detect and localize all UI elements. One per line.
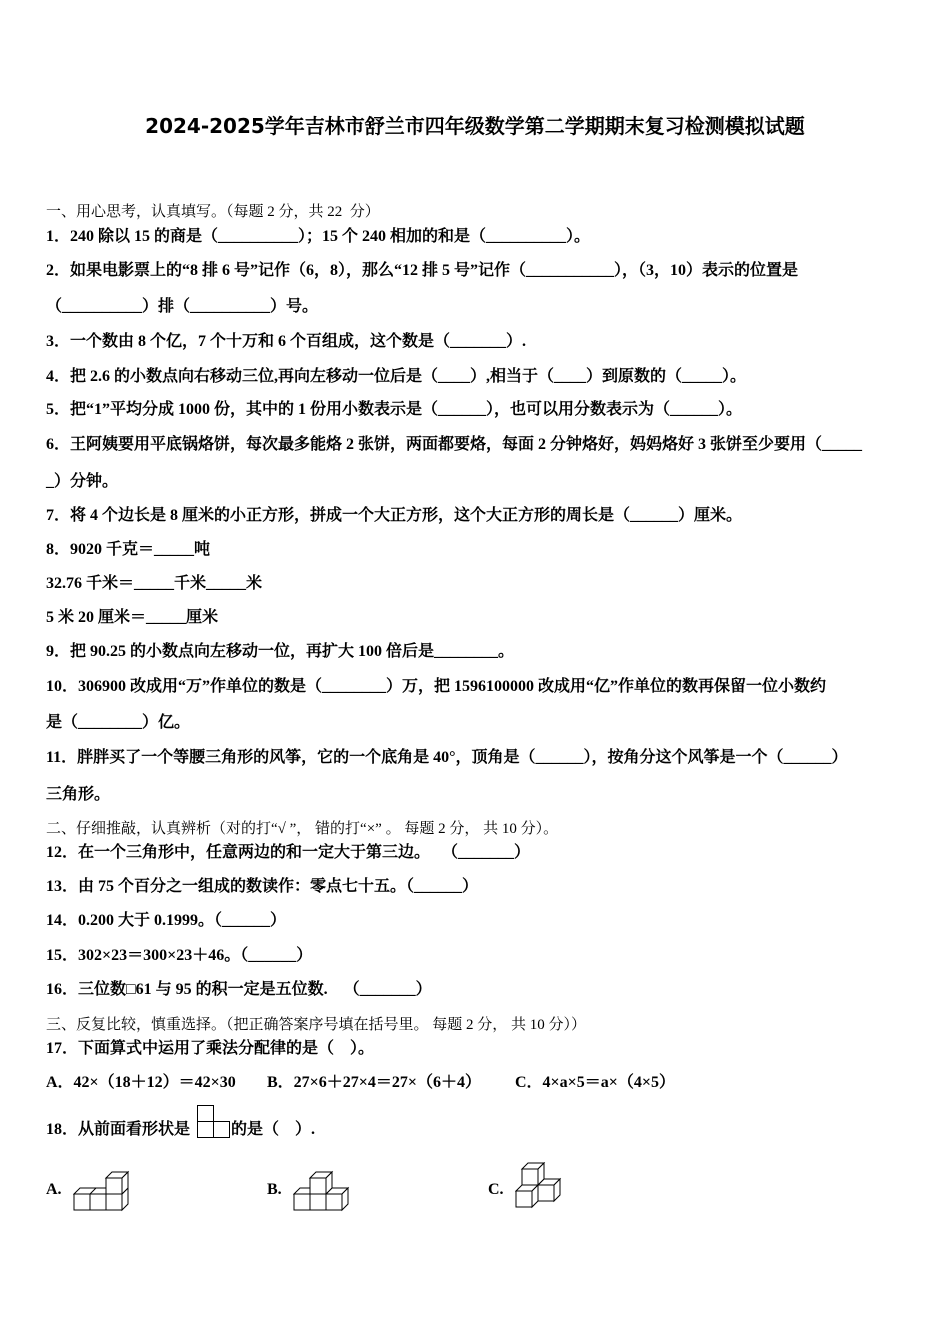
question-5-text: 5．把“1”平均分成 1000 份，其中的 1 份用小数表示是（______），也可以用分数表示为（______）。 bbox=[46, 401, 743, 418]
question-1-text: 1．240 除以 15 的商是（__________）；15 个 240 相加的和是（__________）。 bbox=[46, 228, 591, 245]
option-c-cubes-figure bbox=[515, 1162, 563, 1210]
question-2-text-line-2: （__________）排（__________）号。 bbox=[46, 298, 319, 315]
question-8-text-line-2: 32.76 千米＝_____千米_____米 bbox=[46, 575, 263, 592]
question-18-option-b-label: B. bbox=[267, 1181, 282, 1198]
question-17-option-b: B．27×6＋27×4＝27×（6＋4） bbox=[267, 1074, 482, 1091]
question-6-text-line-1: 6．王阿姨要用平底锅烙饼，每次最多能烙 2 张饼，两面都要烙，每面 2 分钟烙好，妈妈烙好 3 张饼至少要用（_____ bbox=[46, 436, 863, 453]
question-4-text: 4．把 2.6 的小数点向右移动三位,再向左移动一位后是（____）,相当于（____）到原数的（_____）。 bbox=[46, 368, 747, 385]
question-8-text-line-3: 5 米 20 厘米＝_____厘米 bbox=[46, 609, 219, 626]
question-10-text-line-2: 是（________）亿。 bbox=[46, 714, 191, 731]
page-title: 2024-2025学年吉林市舒兰市四年级数学第二学期期末复习检测模拟试题 bbox=[145, 114, 805, 138]
question-13-text: 13．由 75 个百分之一组成的数读作：零点七十五。（______） bbox=[46, 878, 479, 895]
question-17-option-c: C．4×a×5＝a×（4×5） bbox=[515, 1074, 676, 1091]
question-18-stem-before: 18．从前面看形状是 bbox=[46, 1121, 191, 1138]
section-1-header: 一、用心思考，认真填写。（每题 2 分，共 22 分） bbox=[46, 204, 380, 220]
question-14-text: 14．0.200 大于 0.1999。（______） bbox=[46, 912, 287, 929]
question-3-text: 3．一个数由 8 个亿，7 个十万和 6 个百组成，这个数是（_______）. bbox=[46, 333, 527, 350]
front-view-shape-figure bbox=[197, 1105, 231, 1139]
section-2-header: 二、仔细推敲，认真辨析（对的打“√ ”， 错的打“×” 。 每题 2 分， 共 10 分）。 bbox=[46, 821, 559, 837]
question-10-text-line-1: 10．306900 改成用“万”作单位的数是（________）万，把 1596100000 改成用“亿”作单位的数再保留一位小数约 bbox=[46, 678, 827, 695]
question-6-text-line-2: _）分钟。 bbox=[46, 473, 119, 490]
question-11-text-line-1: 11．胖胖买了一个等腰三角形的风筝，它的一个底角是 40°，顶角是（______），按角分这个风筝是一个（______） bbox=[46, 749, 848, 766]
question-12-text: 12．在一个三角形中，任意两边的和一定大于第三边。 （_______） bbox=[46, 844, 531, 861]
question-8-text-line-1: 8．9020 千克＝_____吨 bbox=[46, 541, 211, 558]
question-9-text: 9．把 90.25 的小数点向左移动一位，再扩大 100 倍后是________。 bbox=[46, 643, 515, 660]
question-11-text-line-2: 三角形。 bbox=[46, 786, 111, 803]
question-17-option-a: A．42×（18＋12）＝42×30 bbox=[46, 1074, 236, 1091]
question-18-stem-after: 的是（ ）. bbox=[231, 1121, 316, 1138]
question-17-stem: 17．下面算式中运用了乘法分配律的是（ ）。 bbox=[46, 1040, 375, 1057]
option-a-cubes-figure bbox=[73, 1168, 131, 1212]
question-16-text: 16．三位数□61 与 95 的积一定是五位数. （_______） bbox=[46, 981, 432, 998]
question-7-text: 7．将 4 个边长是 8 厘米的小正方形，拼成一个大正方形，这个大正方形的周长是（______）厘米。 bbox=[46, 507, 743, 524]
question-18-option-a-label: A. bbox=[46, 1181, 62, 1198]
question-18-option-c-label: C. bbox=[488, 1181, 504, 1198]
question-15-text: 15．302×23＝300×23＋46。（______） bbox=[46, 947, 313, 964]
option-b-cubes-figure bbox=[293, 1168, 351, 1212]
section-3-header: 三、反复比较，慎重选择。（把正确答案序号填在括号里。 每题 2 分， 共 10 分）） bbox=[46, 1017, 587, 1033]
question-2-text-line-1: 2．如果电影票上的“8 排 6 号”记作（6，8），那么“12 排 5 号”记作（___________），（3，10）表示的位置是 bbox=[46, 262, 799, 279]
